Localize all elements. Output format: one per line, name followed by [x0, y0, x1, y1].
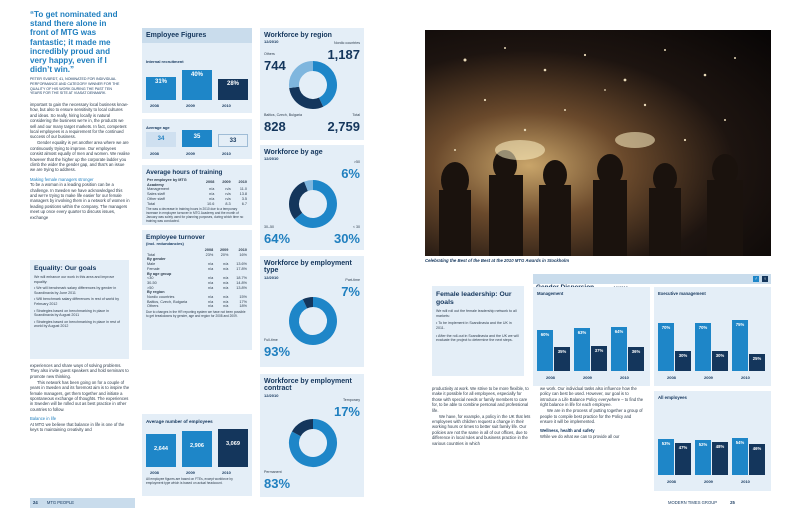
- photo-caption: Celebrating the Best of the Best at the 2010 MTG Awards in Stockholm: [425, 258, 570, 263]
- employees-bar: 2,644: [146, 434, 176, 467]
- contract-temp-value: 17%: [333, 404, 360, 419]
- donut-slice: [296, 424, 313, 434]
- age-value: 34: [157, 136, 165, 142]
- cell: n/a: [207, 295, 214, 300]
- cell: 10.6: [206, 201, 215, 206]
- year-header: 2008: [205, 180, 215, 185]
- year-header: 2010: [238, 180, 247, 185]
- group-header: By age group: [147, 271, 172, 276]
- age-under-value: 30%: [333, 231, 360, 246]
- turnover-table: [146, 248, 248, 309]
- year-label: 2010: [741, 375, 750, 380]
- employee-figures-panel: [142, 28, 252, 113]
- gender-header: [533, 274, 771, 284]
- paragraph: To be a woman in a leading position can be a challenge. In Sweden we have acknowledged this and we’re trying to make life easier for our female managers by involving them in a network of women in leading positions within the company. The managers meet up once every quarter to discuss issues, exchange: [30, 182, 130, 220]
- cell: 8.3: [225, 201, 231, 206]
- type-full-label: Full-time: [264, 338, 278, 342]
- type-date: 12/2010: [264, 274, 279, 280]
- female-title: Female leadership: Our goals: [436, 291, 512, 306]
- recruitment-bar: 28%: [218, 79, 248, 100]
- cell: 6.7: [241, 201, 247, 206]
- male-share-bar: 52%: [695, 440, 711, 475]
- group-header: By region: [147, 290, 165, 295]
- paragraph: we work. Our individual tasks also influence how the policy can best be used. However, our goal is to introduce a Life Balance Policy everywhere – to find the right balance in life for each employee.: [540, 386, 644, 408]
- cell: n/a: [225, 187, 231, 192]
- year-label: 2008: [667, 479, 676, 484]
- age-box: [182, 130, 212, 147]
- executive-panel: [654, 287, 771, 386]
- paragraph: Gender equality is yet another area where we are continuously trying to improve. Our employees consist almost equally of men and women. We realise however that the higher up the corporate ladder you climb the wider the gender gap, and that’s an issue we are trying to address.: [30, 140, 130, 173]
- average-age-panel: [142, 119, 252, 159]
- type-donut: [288, 296, 338, 346]
- region-total-label: Total: [352, 113, 360, 117]
- age-over-value: 6%: [341, 166, 360, 181]
- training-table: [146, 178, 248, 206]
- male-share-bar: 75%: [732, 320, 748, 371]
- training-panel: [142, 165, 252, 225]
- contract-donut: [288, 418, 338, 468]
- cell: <30: [147, 276, 154, 281]
- year-label: 2008: [150, 470, 159, 475]
- cell: 13.8: [239, 192, 247, 197]
- region-others-value: 744: [264, 58, 286, 73]
- type-full-value: 93%: [264, 344, 291, 359]
- male-share-bar: 70%: [695, 323, 711, 371]
- paragraph: important to gain the necessary local business know-how, but also to ensure sensitivity to local cultures and ideas. So really, hiring locally is natural considering the business we’re in, the products we sell and our many target markets. In fact, competent local employees is a requirement for the continued success of our business.: [30, 102, 129, 140]
- stage-lights: [495, 132, 655, 160]
- recruitment-label: Internal recruitment: [146, 59, 184, 64]
- body-column-right: [540, 386, 644, 439]
- turnover-panel: [142, 230, 252, 350]
- donut-slice: [313, 66, 332, 102]
- average-employees-panel: [142, 414, 252, 496]
- paragraph: At MTG we believe that balance in life is one of the keys to maintaining creativity and: [30, 421, 125, 432]
- equality-goals-box: [30, 260, 129, 359]
- employees-note: All employee figures are based on FTEs, except workforce by employment type which is based on actual headcount.: [146, 477, 233, 485]
- cell: 13.6%: [236, 262, 247, 267]
- crowd-silhouettes: [439, 150, 743, 256]
- region-baltics-label: Baltics, Czech, Bulgaria: [264, 113, 302, 117]
- employees-bar: 2,906: [182, 431, 212, 467]
- subheading: Balance in life: [30, 416, 57, 422]
- contract-date: 12/2010: [264, 392, 279, 398]
- paragraph: experiences and share ways of solving problems. They also invite guest speakers and hold seminars to promote new thinking.: [30, 363, 129, 379]
- year-label: 2008: [667, 375, 676, 380]
- cell: Others: [147, 304, 159, 309]
- recruitment-bar: 31%: [146, 77, 176, 100]
- cell: 14.8%: [236, 280, 247, 285]
- employee-figures-title: Employee Figures: [142, 28, 252, 43]
- cell: n/a: [223, 262, 229, 267]
- year-label: 2009: [704, 479, 713, 484]
- female-share-bar: 37%: [591, 346, 607, 371]
- region-donut: [288, 60, 338, 110]
- donut-slice: [294, 186, 306, 216]
- quote-attribution: PETER SVÄRDT, 41, NOMINATED FOR INDIVIDUAL PERFORMANCE AND CATEGORY WINNER FOR THE QUALITY OF HIS WORK DURING THE PAST TEN YEARS FOR THE SITE AT VIASAT DENMARK.: [30, 77, 120, 96]
- average-age-label: Average age: [146, 125, 170, 130]
- footer-right: [668, 500, 735, 505]
- female-share-bar: 30%: [675, 351, 691, 371]
- cell: n/a: [209, 196, 215, 201]
- year-label: 2010: [222, 470, 231, 475]
- year-header: 2009: [222, 180, 231, 185]
- region-total-value: 2,759: [327, 119, 360, 134]
- type-part-label: Part-time: [345, 278, 360, 282]
- training-title: Average hours of training: [146, 169, 223, 176]
- year-label: 2009: [186, 151, 195, 156]
- subheading: Wellness, health and safety: [540, 428, 595, 434]
- female-intro: We will roll out the female leadership network to all markets:: [436, 309, 517, 318]
- footer-left: [30, 498, 135, 508]
- employees-bar: 3,069: [218, 429, 248, 467]
- equality-title: Equality: Our goals: [34, 265, 97, 272]
- cell: n/a: [207, 280, 214, 285]
- paragraph: productivity at work. We strive to be more flexible, to make it possible for all employees, especially for those with special needs or family members to care for, to be able to combine personal and professional life.: [432, 386, 529, 413]
- region-date: 12/2010: [264, 39, 279, 44]
- male-icon: ♂: [754, 275, 758, 281]
- cell: n/a: [223, 276, 229, 281]
- cell: 3.5: [241, 196, 247, 201]
- contract-title: Workforce by employment contract: [264, 378, 352, 393]
- equality-bullet: • Will benchmark salary differences in rest of world by February 2012: [34, 297, 120, 306]
- average-employees-title: Average number of employees: [146, 419, 213, 424]
- cell: n/a: [207, 262, 214, 267]
- workforce-type-panel: [260, 256, 364, 367]
- cell: Baltics, Czech, Bulgaria: [147, 299, 188, 304]
- all-employees-panel: [654, 391, 771, 491]
- age-under-label: < 30: [352, 225, 360, 229]
- cell: 17%: [239, 299, 247, 304]
- cell: Total: [147, 252, 156, 257]
- contract-temp-label: Temporary: [343, 398, 360, 402]
- table-row: [146, 202, 248, 207]
- workforce-age-panel: [260, 145, 364, 250]
- body-column-mid: [432, 386, 532, 446]
- year-label: 2009: [186, 103, 195, 108]
- equality-bullet: • Strategies based on benchmarking in place in Scandinavia by August 2011: [34, 308, 109, 318]
- donut-slice: [306, 185, 313, 186]
- paragraph: While we do what we can to provide all our: [540, 433, 620, 439]
- year-label: 2009: [186, 470, 195, 475]
- female-share-bar: 47%: [675, 443, 691, 475]
- donut-slice: [294, 87, 321, 104]
- company-name: MODERN TIMES GROUP: [668, 500, 717, 505]
- donut-slice: [305, 302, 313, 304]
- region-baltics-value: 828: [264, 119, 286, 134]
- year-label: 2010: [741, 479, 750, 484]
- year-label: 2008: [150, 151, 159, 156]
- male-share-bar: 53%: [658, 439, 674, 475]
- cell: n/a: [223, 299, 229, 304]
- age-box: [218, 134, 248, 147]
- age-date: 12/2010: [264, 156, 279, 161]
- recruitment-bar: 40%: [182, 70, 212, 100]
- body-column-1-continued: [30, 363, 130, 432]
- year-label: 2009: [583, 375, 592, 380]
- subheading: Making female managers stronger: [30, 176, 94, 182]
- turnover-subtitle: (incl. redundancies): [146, 241, 184, 246]
- paragraph: We have, for example, a policy in the UK that lets employees with children request a change in their working hours or times to better suit family life. Our policies are not the same in all of our offices, due to difference in local rules and business practice in the various countries in which: [432, 413, 531, 446]
- cell: n/a: [223, 295, 229, 300]
- age-box: [146, 132, 176, 147]
- cell: 13.8%: [236, 285, 247, 290]
- year-header: 2008: [204, 248, 214, 252]
- cell: n/a: [223, 266, 229, 271]
- cell: n/a: [209, 192, 215, 197]
- equality-intro: We will enhance our work in this area and improve equality:: [34, 275, 115, 284]
- training-subtitle: Per employee by MTG Academy: [147, 178, 187, 187]
- age-over-label: >50: [353, 160, 360, 164]
- contract-perm-label: Permanent: [264, 470, 282, 474]
- cell: 15%: [239, 295, 247, 300]
- confetti: [454, 47, 736, 151]
- donut-slice: [294, 302, 332, 340]
- female-share-bar: 25%: [749, 354, 765, 371]
- female-share-bar: 35%: [554, 347, 570, 371]
- cell: n/a: [223, 304, 229, 309]
- cell: 30-50: [147, 280, 157, 285]
- cell: 18.7%: [236, 276, 247, 281]
- cell: 16%: [239, 252, 247, 257]
- equality-bullet: • Strategies based on benchmarking in place in rest of world by August 2012: [34, 319, 120, 329]
- male-share-bar: 54%: [732, 438, 748, 475]
- type-part-value: 7%: [341, 284, 360, 299]
- cell: n/a: [207, 304, 214, 309]
- female-bullet: • To be implement in Scandinavia and the UK in 2011.: [436, 321, 512, 330]
- age-mid-value: 64%: [264, 231, 291, 246]
- male-share-bar: 64%: [611, 327, 627, 371]
- all-employees-label: All employees: [658, 395, 687, 400]
- donut-slice: [294, 66, 313, 87]
- cell: n/a: [223, 285, 229, 290]
- female-share-bar: 48%: [712, 442, 728, 475]
- cell: n/a: [225, 192, 231, 197]
- cell: 20%: [220, 252, 229, 257]
- table-row: [146, 304, 248, 309]
- management-panel: [533, 287, 650, 386]
- cell: 17.8%: [236, 266, 247, 271]
- workforce-region-panel: [260, 28, 364, 140]
- cell: Other staff: [147, 196, 165, 201]
- quote: [30, 10, 122, 96]
- cell: >50: [147, 285, 154, 290]
- region-nordic-label: Nordic countries: [334, 41, 360, 45]
- region-title: Workforce by region: [264, 32, 332, 39]
- body-column-1: [30, 102, 130, 220]
- age-value: 33: [229, 138, 237, 144]
- cell: 23%: [205, 252, 214, 257]
- year-header: 2010: [238, 248, 247, 252]
- male-share-bar: 70%: [658, 323, 674, 371]
- cell: n/a: [207, 266, 214, 271]
- awards-photo: [425, 30, 771, 256]
- cell: Nordic countries: [147, 295, 175, 300]
- year-label: 2010: [620, 375, 629, 380]
- cell: n/a: [223, 280, 229, 285]
- region-others-label: Others: [264, 52, 275, 56]
- year-label: 2010: [222, 103, 231, 108]
- year-label: 2010: [222, 151, 231, 156]
- age-donut: [288, 179, 338, 229]
- cell: n/a: [207, 299, 214, 304]
- cell: Male: [147, 262, 156, 267]
- management-label: Management: [537, 291, 564, 296]
- cell: Sales staff: [147, 192, 165, 197]
- turnover-note: Due to changes in the HR reporting system we have not been possible to get breakdowns by gender, age and region for 2008 and 2009.: [146, 310, 246, 319]
- section-name: MTG PEOPLE: [46, 500, 75, 505]
- age-title: Workforce by age: [264, 149, 323, 156]
- year-header: 2009: [219, 248, 229, 252]
- paragraph: This network has been going on for a couple of years in Sweden and its foremost aim is to inspire the female managers, get them together and initiate a spontaneous exchange of thoughts. The experiences in Sweden will be rolled out as best practice in other countries to follow.: [30, 379, 130, 412]
- page-number-right: 25: [730, 500, 735, 505]
- year-label: 2009: [704, 375, 713, 380]
- photo-scene: [425, 30, 771, 256]
- turnover-title: Employee turnover: [146, 234, 205, 241]
- cell: n/a: [207, 276, 214, 281]
- cell: Total: [147, 201, 156, 206]
- cell: Female: [147, 266, 160, 271]
- quote-text: “To get nominated and stand there alone in front of MTG was fantastic; it made me incredibly proud and very happy, even if I didn’t win.”: [30, 10, 118, 75]
- cell: 18%: [239, 304, 247, 309]
- contract-perm-value: 83%: [264, 476, 291, 491]
- female-icon: ♀: [763, 275, 767, 281]
- page-number-left: 24: [33, 500, 38, 505]
- region-nordic-value: 1,187: [327, 47, 360, 62]
- executive-label: Executive management: [658, 291, 706, 296]
- equality-bullet: • We will benchmark salary differences by gender in Scandinavia by June 2011: [34, 286, 117, 295]
- male-share-bar: 60%: [537, 330, 553, 371]
- cell: n/a: [209, 187, 215, 192]
- female-share-bar: 46%: [749, 444, 765, 475]
- female-share-bar: 30%: [712, 351, 728, 371]
- cell: n/a: [207, 285, 214, 290]
- type-title: Workforce by employment type: [264, 260, 352, 275]
- female-share-bar: 36%: [628, 347, 644, 371]
- group-header: By gender: [147, 257, 166, 262]
- footer: [0, 497, 800, 509]
- year-label: 2008: [150, 103, 159, 108]
- cell: 11.0: [239, 187, 247, 192]
- cell: n/a: [225, 196, 231, 201]
- training-note: The was a decrease in training hours in 2010 due to a temporary increase in employee turnover in MTG Academy and the month of January was solely used for planning purposes, during which time no training was conducted.: [146, 207, 244, 223]
- female-bullet: • After the roll-out in Scandinavia and the UK we will evaluate the project to determine the next steps.: [436, 333, 519, 343]
- year-label: 2008: [546, 375, 555, 380]
- age-value: 35: [193, 134, 201, 140]
- paragraph: We are in the process of putting together a group of people to compile best practice for the Policy and ensure it will be implemented.: [540, 408, 643, 424]
- male-share-bar: 63%: [574, 328, 590, 371]
- female-leadership-box: [432, 286, 524, 376]
- age-mid-label: 30–50: [264, 225, 274, 229]
- cell: Management: [147, 187, 170, 192]
- workforce-contract-panel: [260, 374, 364, 497]
